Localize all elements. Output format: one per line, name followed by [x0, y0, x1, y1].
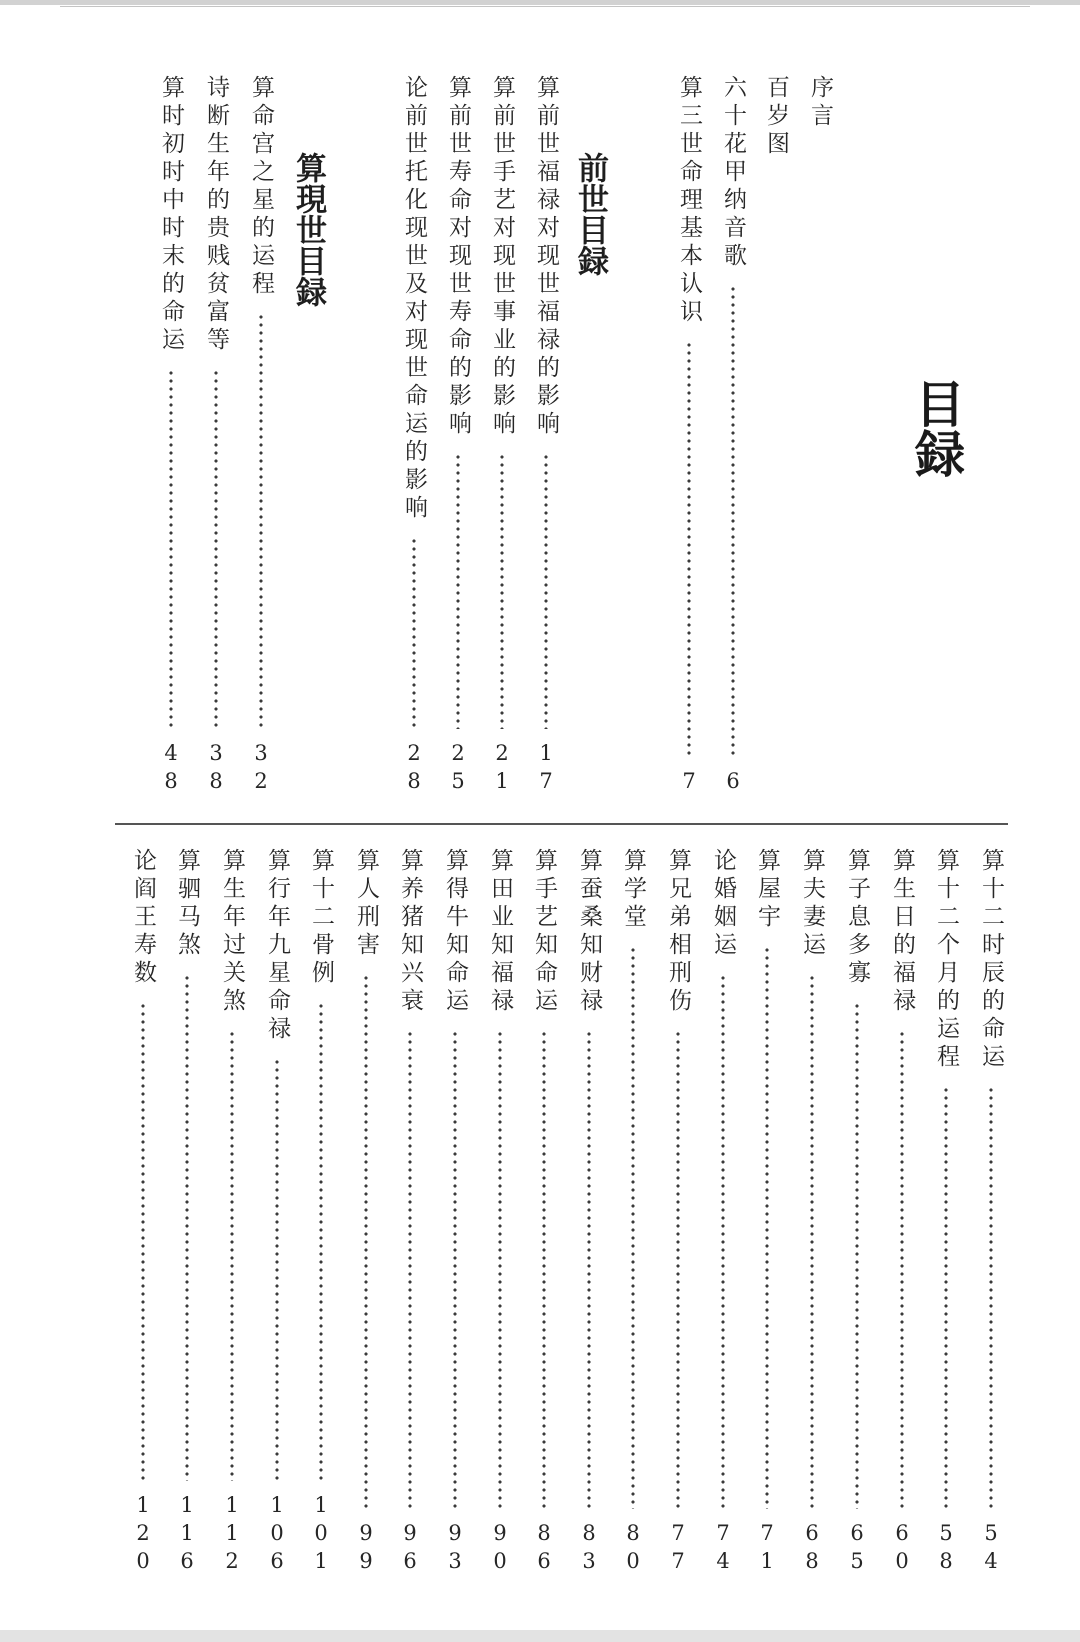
toc-entry-page: 3 2	[254, 741, 268, 793]
leader-dots	[989, 1086, 993, 1509]
toc-entry-page: 1 0 6	[270, 1493, 284, 1573]
toc-entry[interactable]	[616, 848, 650, 1575]
toc-entry[interactable]	[244, 75, 278, 795]
section-title-previous-life: 前世目録	[572, 152, 608, 276]
toc-entry-title: 算夫妻运	[799, 848, 825, 960]
toc-entry-title: 算蚕桑知财禄	[576, 848, 602, 1016]
toc-entry-page: 8 0	[626, 1521, 640, 1573]
toc-entry[interactable]	[215, 848, 249, 1575]
toc-entry-page: 7	[682, 769, 696, 793]
toc-entry-title: 论婚姻运	[710, 848, 736, 960]
toc-entry-page: 7 7	[671, 1521, 685, 1573]
toc-entry[interactable]	[154, 75, 188, 795]
toc-entry[interactable]	[929, 848, 963, 1575]
toc-entry-page: 8 6	[537, 1521, 551, 1573]
toc-entry-title: 算人刑害	[353, 848, 379, 960]
toc-entry[interactable]	[170, 848, 204, 1575]
toc-entry[interactable]	[974, 848, 1008, 1575]
leader-dots	[498, 1030, 502, 1509]
toc-entry-title: 百岁图	[763, 75, 789, 159]
toc-entry-page: 7 4	[716, 1521, 730, 1573]
section-divider	[115, 823, 1008, 825]
leader-dots	[631, 946, 635, 1509]
toc-entry-page: 4 8	[164, 741, 178, 793]
leader-dots	[275, 1058, 279, 1481]
toc-entry-page: 2 8	[407, 741, 421, 793]
toc-entry-page: 6	[726, 769, 740, 793]
leader-dots	[542, 1030, 546, 1509]
leader-dots	[364, 974, 368, 1509]
toc-entry-page: 7 1	[760, 1521, 774, 1573]
toc-entry[interactable]	[529, 75, 563, 795]
leader-dots	[731, 285, 735, 757]
toc-entry-title: 算命宫之星的运程	[248, 75, 274, 299]
toc-entry[interactable]	[716, 75, 750, 795]
leader-dots	[544, 453, 548, 729]
toc-entry-title: 算子息多寡	[844, 848, 870, 988]
toc-entry-title: 算前世福禄对现世福禄的影响	[533, 75, 559, 439]
toc-entry[interactable]	[393, 848, 427, 1575]
toc-entry-title: 算生年过关煞	[219, 848, 245, 1016]
toc-entry-title: 算兄弟相刑伤	[665, 848, 691, 1016]
toc-entry[interactable]	[260, 848, 294, 1575]
toc-entry-title: 算驷马煞	[174, 848, 200, 960]
leader-dots	[721, 974, 725, 1509]
bottom-edge	[0, 1630, 1080, 1642]
toc-entry-title: 算屋宇	[754, 848, 780, 932]
leader-dots	[408, 1030, 412, 1509]
toc-entry-title: 诗断生年的贵贱贫富等	[203, 75, 229, 355]
leader-dots	[259, 313, 263, 729]
toc-entry-title: 算行年九星命禄	[264, 848, 290, 1044]
toc-entry-page: 3 8	[209, 741, 223, 793]
toc-entry[interactable]	[840, 848, 874, 1575]
toc-entry-page: 8 3	[582, 1521, 596, 1573]
toc-entry-page: 9 3	[448, 1521, 462, 1573]
leader-dots	[412, 537, 416, 729]
toc-entry-title: 算时初时中时末的命运	[158, 75, 184, 355]
leader-dots	[855, 1002, 859, 1509]
toc-entry-page: 9 0	[493, 1521, 507, 1573]
toc-entry[interactable]	[661, 848, 695, 1575]
toc-entry[interactable]	[706, 848, 740, 1575]
leader-dots	[676, 1030, 680, 1509]
toc-entry-page: 5 4	[984, 1521, 998, 1573]
leader-dots	[687, 341, 691, 757]
leader-dots	[810, 974, 814, 1509]
toc-entry-title: 算十二时辰的命运	[978, 848, 1004, 1072]
toc-entry-page: 6 8	[805, 1521, 819, 1573]
toc-entry-page: 5 8	[939, 1521, 953, 1573]
toc-entry-page: 9 6	[403, 1521, 417, 1573]
toc-entry-title: 算得牛知命运	[442, 848, 468, 1016]
toc-entry[interactable]	[759, 75, 793, 170]
toc-entry-page: 2 1	[495, 741, 509, 793]
toc-entry-page: 1 0 1	[314, 1493, 328, 1573]
leader-dots	[185, 974, 189, 1481]
leader-dots	[319, 1002, 323, 1481]
toc-entry[interactable]	[304, 848, 338, 1575]
toc-entry-title: 算田业知福禄	[487, 848, 513, 1016]
top-rule	[60, 6, 1030, 7]
toc-entry-title: 算生日的福禄	[889, 848, 915, 1016]
leader-dots	[500, 453, 504, 729]
toc-entry[interactable]	[397, 75, 431, 795]
section-title-present-life: 算現世目録	[290, 152, 326, 307]
toc-entry-title: 六十花甲纳音歌	[720, 75, 746, 271]
toc-entry-title: 算十二个月的运程	[933, 848, 959, 1072]
page-title: 目録	[907, 378, 965, 478]
toc-entry-page: 1 1 2	[225, 1493, 239, 1573]
toc-entry-title: 算十二骨例	[308, 848, 334, 988]
toc-entry[interactable]	[795, 848, 829, 1575]
toc-entry[interactable]	[672, 75, 706, 795]
toc-entry[interactable]	[572, 848, 606, 1575]
leader-dots	[169, 369, 173, 729]
toc-entry[interactable]	[199, 75, 233, 795]
leader-dots	[456, 453, 460, 729]
toc-entry-title: 算三世命理基本认识	[676, 75, 702, 327]
leader-dots	[230, 1030, 234, 1481]
leader-dots	[765, 946, 769, 1509]
toc-entry-title: 算前世寿命对现世寿命的影响	[445, 75, 471, 439]
toc-entry[interactable]	[803, 75, 837, 170]
leader-dots	[900, 1030, 904, 1509]
toc-entry[interactable]	[485, 75, 519, 795]
toc-entry-page: 9 9	[359, 1521, 373, 1573]
toc-entry-title: 算养猪知兴衰	[397, 848, 423, 1016]
toc-entry-title: 论前世托化现世及对现世命运的影响	[401, 75, 427, 523]
toc-entry[interactable]	[126, 848, 160, 1575]
leader-dots	[214, 369, 218, 729]
top-edge	[0, 0, 1080, 5]
toc-entry-page: 6 0	[895, 1521, 909, 1573]
toc-entry-title: 算学堂	[620, 848, 646, 932]
toc-entry-title: 序言	[807, 75, 833, 131]
toc-entry[interactable]	[527, 848, 561, 1575]
leader-dots	[141, 1002, 145, 1481]
toc-entry[interactable]	[349, 848, 383, 1575]
toc-entry[interactable]	[441, 75, 475, 795]
toc-entry-title: 算手艺知命运	[531, 848, 557, 1016]
toc-entry-page: 6 5	[850, 1521, 864, 1573]
toc-entry-page: 1 7	[539, 741, 553, 793]
toc-entry-page: 1 2 0	[136, 1493, 150, 1573]
toc-entry[interactable]	[438, 848, 472, 1575]
toc-entry-page: 1 1 6	[180, 1493, 194, 1573]
toc-entry[interactable]	[750, 848, 784, 1575]
leader-dots	[587, 1030, 591, 1509]
toc-entry[interactable]	[885, 848, 919, 1575]
leader-dots	[453, 1030, 457, 1509]
toc-entry[interactable]	[483, 848, 517, 1575]
toc-entry-title: 算前世手艺对现世事业的影响	[489, 75, 515, 439]
toc-entry-page: 2 5	[451, 741, 465, 793]
toc-entry-title: 论阎王寿数	[130, 848, 156, 988]
leader-dots	[944, 1086, 948, 1509]
